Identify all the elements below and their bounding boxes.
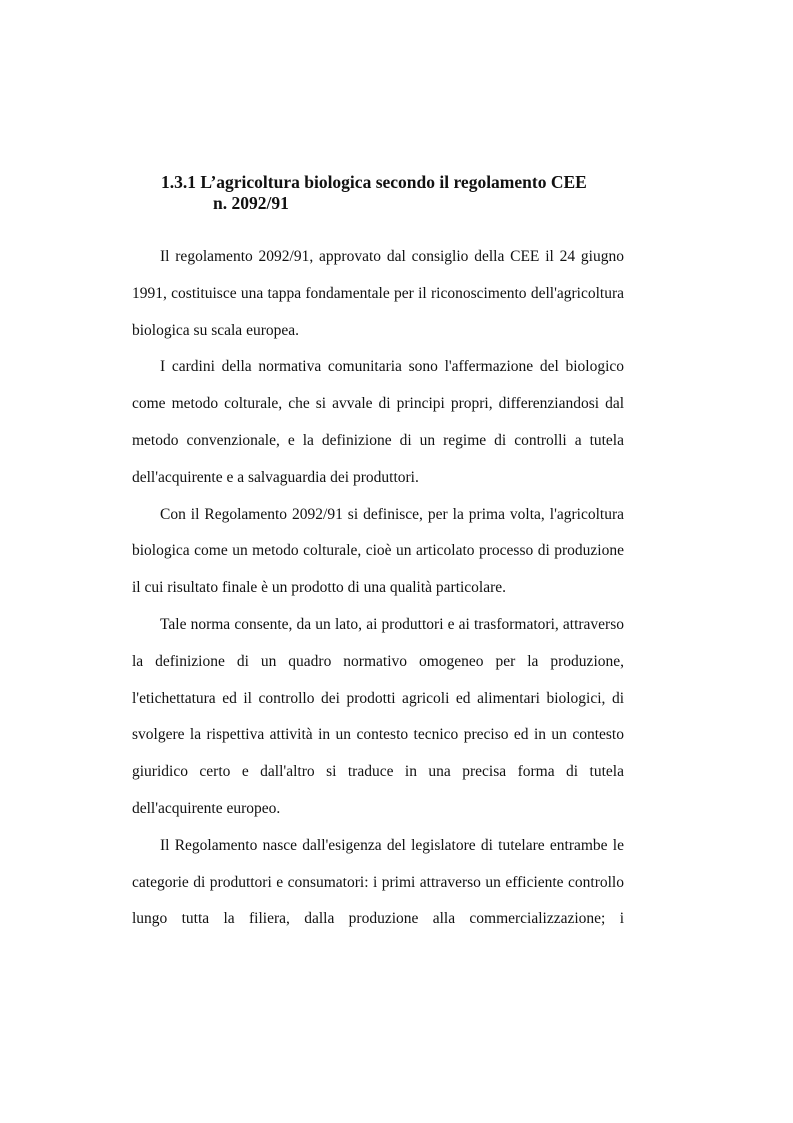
paragraph: Il regolamento 2092/91, approvato dal consiglio della CEE il 24 giugno 1991, costituisce una tappa fondamentale per il riconoscimento dell'agricoltura biologica su scala europea. <box>132 248 624 339</box>
section-heading-line2: n. 2092/91 <box>213 193 289 213</box>
paragraph: Il Regolamento nasce dall'esigenza del legislatore di tutelare entrambe le categorie di produttori e consumatori: i primi attraverso un efficiente controllo lungo tutta la filiera, dalla produzione alla commercializzazione; i <box>132 836 624 928</box>
paragraph: I cardini della normativa comunitaria sono l'affermazione del biologico come metodo colturale, che si avvale di principi propri, differenziandosi dal metodo convenzionale, e la definizione di un regime di controlli a tutela dell'acquirente e a salvaguardia dei produttori. <box>132 358 624 486</box>
paragraph: Tale norma consente, da un lato, ai produttori e ai trasformatori, attraverso la definizione di un quadro normativo omogeneo per la produzione, l'etichettatura ed il controllo dei prodotti agricoli ed alimentari biologici, di svolgere la rispettiva attività in un contesto tecnico preciso ed in un contesto giuridico certo e dall'altro si traduce in una precisa forma di tutela dell'acquirente europeo. <box>132 615 624 817</box>
body-text <box>132 239 624 938</box>
paragraph: Con il Regolamento 2092/91 si definisce, per la prima volta, l'agricoltura biologica come un metodo colturale, cioè un articolato processo di produzione il cui risultato finale è un prodotto di una qualità particolare. <box>132 505 624 597</box>
section-heading <box>161 172 631 214</box>
section-heading-line1: 1.3.1 L’agricoltura biologica secondo il regolamento CEE <box>161 172 587 192</box>
